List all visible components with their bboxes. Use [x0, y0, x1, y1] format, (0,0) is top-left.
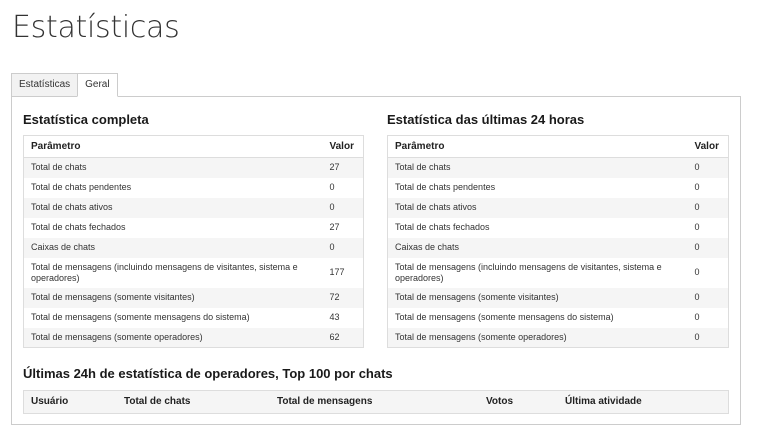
- value-column-header[interactable]: Valor: [330, 136, 364, 158]
- table-row: [388, 328, 729, 348]
- param-column-header[interactable]: Parâmetro: [388, 136, 695, 158]
- tab-estatisticas[interactable]: Estatísticas: [11, 73, 78, 97]
- row-value: 177: [330, 258, 364, 288]
- table-row: [24, 288, 364, 308]
- row-label: Total de chats fechados: [24, 218, 330, 238]
- row-label: Total de chats: [24, 158, 330, 178]
- param-column-header[interactable]: Parâmetro: [24, 136, 330, 158]
- table-row: [388, 158, 729, 178]
- table-row: [24, 238, 364, 258]
- row-value: 0: [695, 158, 729, 178]
- row-value: 0: [695, 198, 729, 218]
- value-column-header[interactable]: Valor: [695, 136, 729, 158]
- row-value: 0: [695, 218, 729, 238]
- row-label: Caixas de chats: [388, 238, 695, 258]
- row-label: Total de chats ativos: [388, 198, 695, 218]
- row-value: 0: [695, 178, 729, 198]
- user-column-header[interactable]: Usuário: [31, 396, 69, 407]
- row-value: 27: [330, 158, 364, 178]
- row-label: Total de mensagens (somente operadores): [24, 328, 330, 348]
- row-label: Total de chats pendentes: [388, 178, 695, 198]
- complete-stats-table: [23, 135, 364, 348]
- table-row: [24, 178, 364, 198]
- row-label: Total de mensagens (somente visitantes): [388, 288, 695, 308]
- row-value: 0: [695, 238, 729, 258]
- tab-bar: [11, 73, 118, 97]
- table-row: [388, 238, 729, 258]
- row-label: Total de mensagens (somente mensagens do sistema): [24, 308, 330, 328]
- row-value: 27: [330, 218, 364, 238]
- table-row: [24, 258, 364, 288]
- table-row: [388, 308, 729, 328]
- row-value: 62: [330, 328, 364, 348]
- table-row: [24, 158, 364, 178]
- row-label: Total de mensagens (somente mensagens do sistema): [388, 308, 695, 328]
- row-label: Total de chats ativos: [24, 198, 330, 218]
- row-label: Total de mensagens (somente operadores): [388, 328, 695, 348]
- row-label: Total de mensagens (incluindo mensagens de visitantes, sistema e operadores): [24, 258, 330, 288]
- table-row: [388, 178, 729, 198]
- row-value: 0: [330, 178, 364, 198]
- votes-column-header[interactable]: Votos: [486, 396, 514, 407]
- table-header-row: [388, 136, 729, 158]
- table-row: [24, 218, 364, 238]
- table-header-row: [24, 136, 364, 158]
- operators-table-header: [23, 390, 729, 414]
- table-row: [24, 198, 364, 218]
- row-value: 0: [330, 238, 364, 258]
- total-chats-column-header[interactable]: Total de chats: [124, 396, 191, 407]
- tab-geral[interactable]: Geral: [77, 73, 117, 97]
- row-value: 43: [330, 308, 364, 328]
- row-value: 0: [695, 288, 729, 308]
- last24-stats-table: [387, 135, 729, 348]
- row-value: 0: [695, 308, 729, 328]
- row-label: Total de mensagens (incluindo mensagens de visitantes, sistema e operadores): [388, 258, 695, 288]
- total-messages-column-header[interactable]: Total de mensagens: [277, 396, 373, 407]
- page-title: Estatísticas: [12, 10, 180, 45]
- row-value: 0: [330, 198, 364, 218]
- row-value: 0: [695, 328, 729, 348]
- row-label: Total de chats pendentes: [24, 178, 330, 198]
- row-label: Total de chats fechados: [388, 218, 695, 238]
- row-label: Total de mensagens (somente visitantes): [24, 288, 330, 308]
- row-value: 0: [695, 258, 729, 288]
- table-row: [24, 328, 364, 348]
- complete-stats-title: Estatística completa: [23, 112, 149, 127]
- table-row: [388, 258, 729, 288]
- table-row: [388, 218, 729, 238]
- table-row: [388, 288, 729, 308]
- operators-stats-title: Últimas 24h de estatística de operadores, Top 100 por chats: [23, 366, 393, 381]
- last-activity-column-header[interactable]: Última atividade: [565, 396, 642, 407]
- table-row: [24, 308, 364, 328]
- last24-stats-title: Estatística das últimas 24 horas: [387, 112, 585, 127]
- table-row: [388, 198, 729, 218]
- row-label: Caixas de chats: [24, 238, 330, 258]
- row-value: 72: [330, 288, 364, 308]
- row-label: Total de chats: [388, 158, 695, 178]
